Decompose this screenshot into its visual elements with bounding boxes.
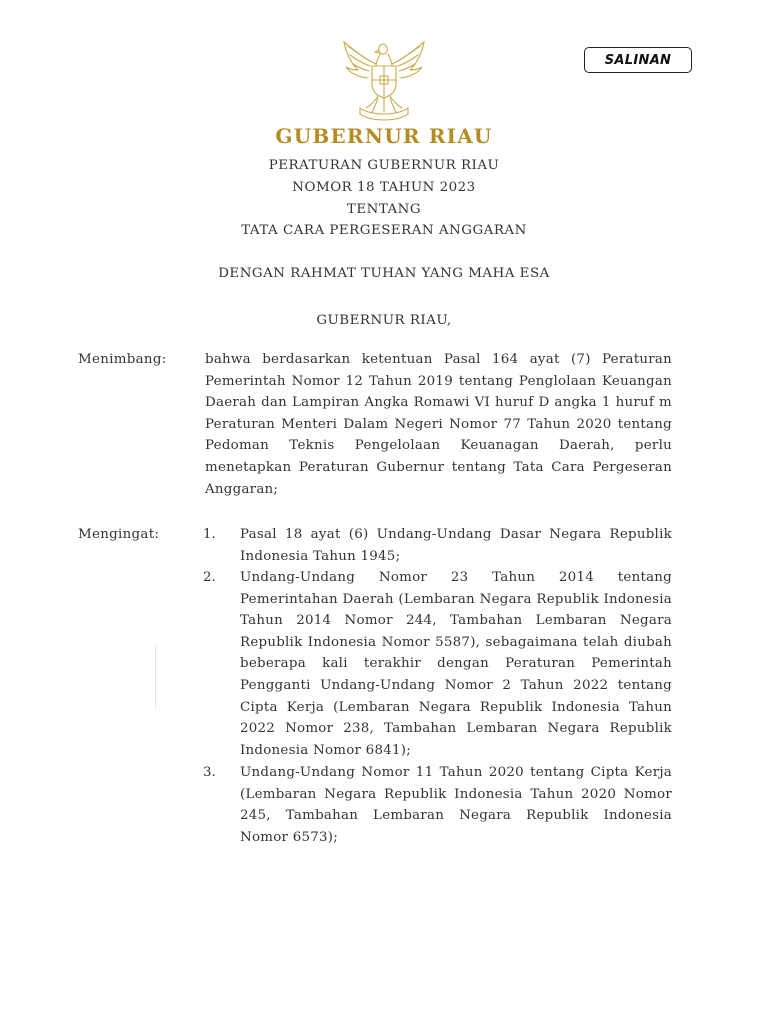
scan-artifact-line [155, 646, 156, 708]
salinan-stamp [584, 47, 692, 73]
mengingat-item-number: 2. [203, 570, 216, 585]
mengingat-item-text: Undang-Undang Nomor 23 Tahun 2014 tentang Pemerintahan Daerah (Lembaran Negara Republik Indonesia Tahun 2014 Nomor 244, Tambahan Lembaran Negara Republik Indonesia Nomor 5587), sebagaimana telah diubah beberapa kali terakhir dengan Peraturan Pemerintah Pengganti Undang-Undang Nomor 2 Tahun 2022 tentang Cipta Kerja (Lembaran Negara Republik Indonesia Tahun 2022 Nomor 238, Tambahan Lembaran Negara Republik Indonesia Nomor 6841); [240, 570, 672, 758]
mengingat-item-number: 1. [203, 527, 216, 542]
mengingat-label: Mengingat: [78, 527, 160, 542]
menimbang-label: Menimbang: [78, 352, 167, 367]
regulation-number: NOMOR 18 TAHUN 2023 [292, 180, 476, 195]
issuer-title: GUBERNUR RIAU [275, 124, 493, 148]
garuda-emblem-icon [334, 38, 434, 124]
mengingat-item-text: Undang-Undang Nomor 11 Tahun 2020 tentang Cipta Kerja (Lembaran Negara Republik Indonesia Tahun 2020 Nomor 245, Tambahan Lembaran Negara Republik Indonesia Nomor 6573); [240, 765, 672, 845]
preamble: DENGAN RAHMAT TUHAN YANG MAHA ESA [218, 266, 550, 281]
mengingat-item-text: Pasal 18 ayat (6) Undang-Undang Dasar Negara Republik Indonesia Tahun 1945; [240, 527, 672, 564]
regulation-heading: PERATURAN GUBERNUR RIAU [268, 158, 500, 173]
regulation-subject: TATA CARA PERGESERAN ANGGARAN [241, 223, 527, 238]
mengingat-item-number: 3. [203, 765, 216, 780]
issuer-line: GUBERNUR RIAU, [316, 313, 452, 328]
salinan-label: SALINAN [604, 52, 672, 68]
tentang-label: TENTANG [346, 202, 422, 217]
menimbang-text: bahwa berdasarkan ketentuan Pasal 164 ayat (7) Peraturan Pemerintah Nomor 12 Tahun 2019 tentang Penglolaan Keuangan Daerah dan Lampiran Angka Romawi VI huruf D angka 1 huruf m Peraturan Menteri Dalam Negeri Nomor 77 Tahun 2020 tentang Pedoman Teknis Pengelolaan Keuanagan Daerah, perlu menetapkan Peraturan Gubernur tentang Tata Cara Pergeseran Anggaran; [205, 352, 672, 497]
